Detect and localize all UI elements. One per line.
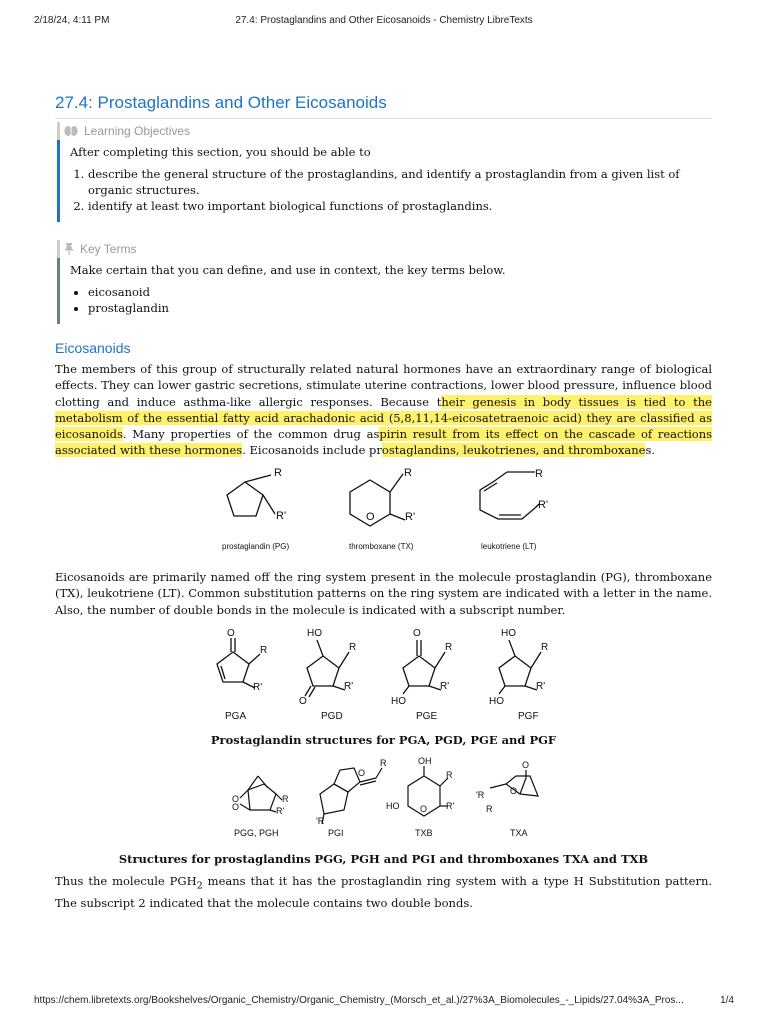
text-span: Thus the molecule PGH	[55, 874, 197, 888]
key-terms-box	[57, 240, 712, 324]
eicosanoids-paragraph-2: Eicosanoids are primarily named off the ring system present in the molecule prostaglandin (PG), thromboxane (TX), leukotriene (LT). Common substitution patterns on the ring system are indicated with a letter in the name. Also, the number of double bonds in the molecule is indicated with a subscript number.	[55, 570, 712, 617]
bond	[263, 495, 275, 514]
figure-label: prostaglandin (PG)	[222, 542, 290, 551]
text-span: . Many properties of the common drug as	[122, 427, 380, 442]
page-number: 1/4	[720, 995, 734, 1006]
r-label: R	[349, 642, 357, 653]
print-datetime: 2/18/24, 4:11 PM	[34, 15, 110, 26]
figure-label: PGF	[518, 711, 539, 722]
pgi-cyclopentane	[320, 784, 348, 814]
highlight: ostaglandins, leukotrienes, and thromboxane	[381, 443, 646, 458]
figure-label: PGI	[328, 828, 344, 838]
figure-label: TXB	[415, 828, 433, 838]
r-prime-label: R'	[276, 806, 285, 816]
figure-label: leukotriene (LT)	[481, 542, 537, 551]
hydroxyl-label: HO	[307, 628, 322, 639]
figure-label: PGG, PGH	[234, 828, 279, 838]
subscript: 2	[196, 880, 203, 892]
hydroxyl-label: OH	[418, 756, 432, 766]
print-header	[34, 15, 734, 31]
leukotriene-chain	[480, 472, 535, 519]
r-label: R	[541, 642, 549, 653]
figure-label: thromboxane (TX)	[349, 542, 414, 551]
bond	[520, 778, 526, 794]
list-item: 2. identify at least two important biological functions of prostaglandins.	[88, 198, 712, 214]
print-doc-title: 27.4: Prostaglandins and Other Eicosanoids - Chemistry LibreTexts	[235, 15, 533, 26]
learning-objectives-header	[57, 122, 712, 140]
bond	[390, 514, 405, 520]
key-terms-body	[57, 258, 712, 324]
r-label: R	[446, 770, 453, 780]
pgd-ring	[307, 656, 339, 686]
section-heading-eicosanoids: Eicosanoids	[55, 340, 131, 356]
oxygen-label: O	[232, 794, 240, 804]
learning-objectives-heading: Learning Objectives	[84, 124, 191, 138]
peroxide-bond	[240, 804, 250, 810]
highlight: heir genesis in body tissues is tied to the metabolism of the essential fatty acid arachadonic acid (5,8,11,14-eicosatetraenoic acid) they are classified as eicosanoids	[55, 394, 712, 442]
pgg-ring	[248, 784, 276, 810]
oxygen-label: O	[227, 628, 235, 639]
r-prime-label: R'	[536, 681, 546, 692]
learning-objectives-box	[57, 122, 712, 222]
oxygen-label: O	[413, 628, 421, 639]
oxygen-label: O	[420, 804, 428, 814]
learning-objectives-list	[70, 166, 712, 214]
list-item: • prostaglandin	[88, 300, 712, 316]
prostaglandin-ghi-thromboxane-figure	[220, 754, 560, 842]
pge-ring	[403, 656, 435, 686]
peroxide-bond	[240, 790, 248, 798]
oxygen-label: O	[358, 768, 366, 778]
text-span: . Eicosanoids include pr	[242, 443, 382, 458]
figure-label: PGA	[225, 711, 247, 722]
print-url: https://chem.libretexts.org/Bookshelves/Organic_Chemistry/Organic_Chemistry_(Morsch_et_al.)/27%3A_Biomolecules_-_Lipids/27.04%3A_Pros...	[34, 995, 684, 1006]
figure-label: TXA	[510, 828, 528, 838]
figure-label: PGE	[416, 711, 438, 722]
key-terms-header	[57, 240, 712, 258]
r-label: R	[282, 794, 289, 804]
figure-label: PGD	[321, 711, 343, 722]
r-label: R	[535, 468, 543, 480]
ring-systems-figure	[205, 462, 575, 554]
pgf-ring	[499, 656, 531, 686]
figure-caption-pgg-txb: Structures for prostaglandins PGG, PGH and PGI and thromboxanes TXA and TXB	[118, 852, 649, 866]
text-span: means that it has the prostaglandin ring system with a type H Substitution pattern. The subscript 2 indicated that the molecule contains two double bonds.	[55, 874, 713, 910]
key-terms-list	[70, 284, 712, 316]
eicosanoids-paragraph-1	[55, 361, 712, 459]
r-prime-label: R'	[538, 499, 549, 511]
r-label: R	[445, 642, 453, 653]
text-span: The members of this group of structurally related natural hormones have an extraordinary range of biological effects. They can lower gastric secretions, stimulate uterine contractions, lower blood pressure, influence blood clotting and induce asthma-like allergic responses. Because t	[55, 362, 712, 409]
oxygen-label: O	[299, 696, 307, 707]
text-span: s.	[645, 443, 656, 458]
pin-icon	[64, 243, 74, 255]
hydroxyl-label: HO	[391, 696, 406, 707]
r-prime-label: 'R	[316, 816, 325, 826]
bond	[245, 475, 271, 482]
bond	[339, 652, 349, 668]
print-footer	[34, 995, 734, 1011]
page-title: 27.4: Prostaglandins and Other Eicosanoids	[55, 93, 712, 119]
learning-objectives-intro: After completing this section, you should be able to	[70, 145, 371, 159]
key-terms-intro: Make certain that you can define, and use in context, the key terms below.	[70, 263, 506, 277]
hydroxyl-label: HO	[501, 628, 516, 639]
r-prime-label: 'R	[476, 790, 485, 800]
r-label: R	[404, 467, 412, 479]
r-label: R	[380, 758, 387, 768]
bond	[531, 652, 541, 668]
bond	[403, 686, 409, 694]
learning-objectives-body	[57, 140, 712, 222]
bond	[317, 640, 323, 656]
bond	[249, 654, 260, 664]
bond	[435, 652, 445, 668]
pgi-furan	[334, 768, 360, 792]
highlight: pirin result from its effect on the cascade of reactions associated with these hormones	[55, 427, 713, 458]
cyclopentane-ring	[227, 482, 263, 516]
r-prime-label: R'	[253, 682, 263, 693]
prostaglandin-abcd-figure	[205, 622, 565, 724]
oxygen-label: O	[366, 511, 375, 523]
bond	[390, 474, 403, 492]
oxygen-label: O	[522, 760, 530, 770]
r-prime-label: R'	[276, 510, 287, 522]
bond	[509, 640, 515, 656]
bond	[499, 686, 505, 694]
oxygen-label: O	[232, 802, 240, 812]
hydroxyl-label: HO	[386, 801, 400, 811]
key-terms-heading: Key Terms	[80, 242, 137, 256]
oxygen-label: O	[510, 786, 518, 796]
r-prime-label: R'	[344, 681, 354, 692]
bond	[376, 768, 382, 778]
r-prime-label: R'	[440, 681, 450, 692]
r-label: R	[260, 645, 268, 656]
bond	[490, 784, 506, 788]
eicosanoids-paragraph-3	[55, 873, 712, 911]
list-item: • eicosanoid	[88, 284, 712, 300]
r-label: R	[486, 804, 493, 814]
figure-caption-pga-pgf: Prostaglandin structures for PGA, PGD, PGE and PGF	[210, 733, 557, 747]
hydroxyl-label: HO	[489, 696, 504, 707]
list-item: 1. describe the general structure of the prostaglandins, and identify a prostaglandin from a given list of organic structures.	[88, 166, 712, 198]
r-prime-label: R'	[446, 801, 455, 811]
r-label: R	[274, 467, 282, 479]
r-prime-label: R'	[405, 511, 416, 523]
brain-icon	[64, 125, 78, 137]
